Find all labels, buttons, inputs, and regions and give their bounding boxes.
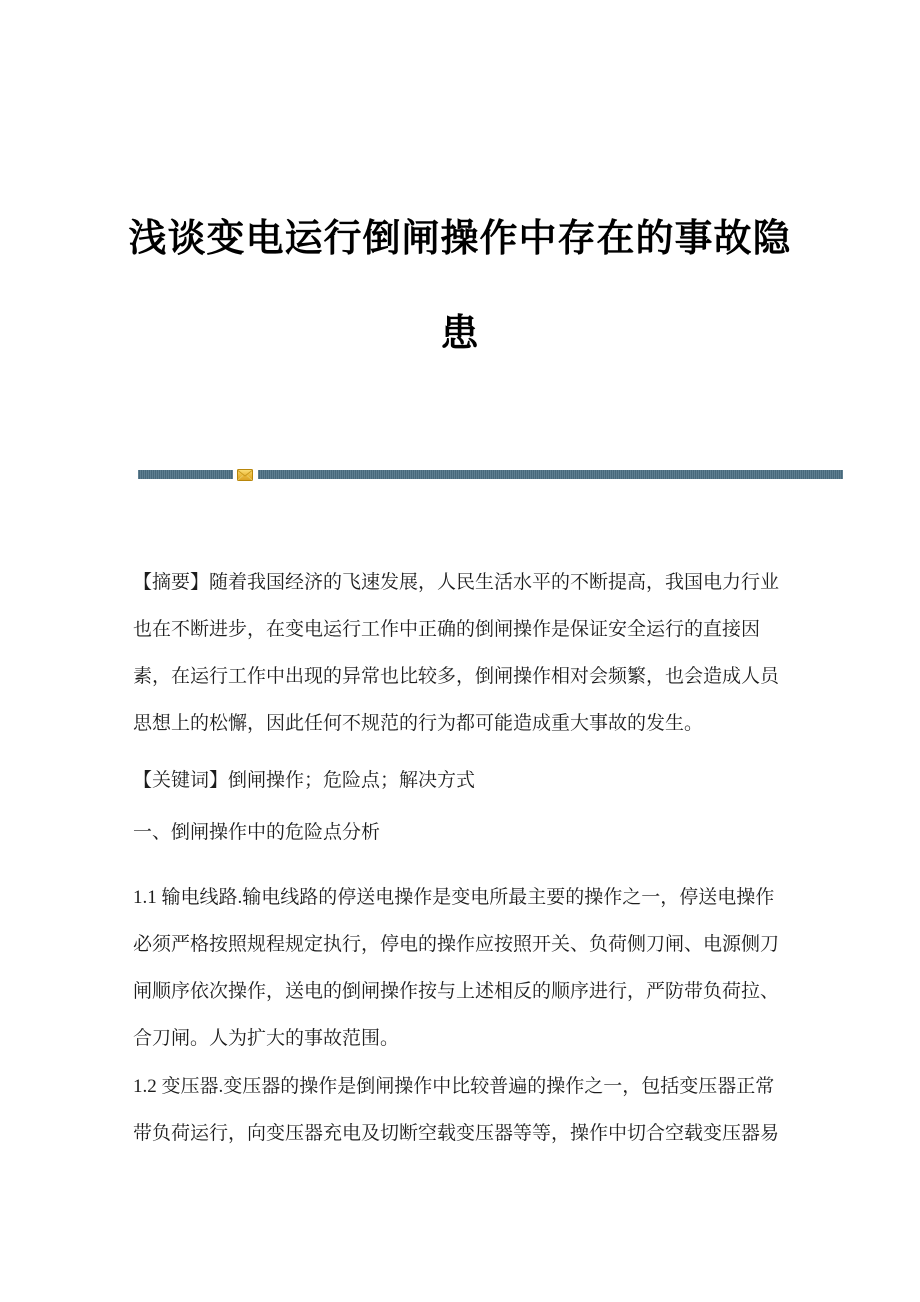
- text-line: 合刀闸。人为扩大的事故范围。: [133, 1028, 400, 1049]
- document-title-line-2: 患: [440, 313, 480, 355]
- text-line: 也在不断进步，在变电运行工作中正确的倒闸操作是保证安全运行的直接因: [133, 619, 761, 640]
- document-body: [133, 559, 785, 1157]
- divider-bar-left: [138, 470, 233, 479]
- paragraph-keywords: [133, 757, 785, 804]
- envelope-icon: [237, 468, 253, 482]
- text-line: 思想上的松懈，因此任何不规范的行为都可能造成重大事故的发生。: [133, 713, 704, 734]
- paragraph-abstract: [133, 559, 785, 747]
- text-line: 1.1 输电线路.输电线路的停送电操作是变电所最主要的操作之一，停送电操作: [133, 887, 775, 908]
- text-line: 【关键词】倒闸操作；危险点；解决方式: [133, 770, 476, 791]
- title-divider: [138, 470, 843, 479]
- document-title: [0, 192, 920, 382]
- document-title-line-1: 浅谈变电运行倒闸操作中存在的事故隐: [128, 218, 792, 260]
- text-line: 【摘要】随着我国经济的飞速发展，人民生活水平的不断提高，我国电力行业: [133, 572, 780, 593]
- text-line: 闸顺序依次操作，送电的倒闸操作按与上述相反的顺序进行，严防带负荷拉、: [133, 981, 780, 1002]
- paragraph-1-2: [133, 1063, 785, 1157]
- text-line: 素，在运行工作中出现的异常也比较多，倒闸操作相对会频繁，也会造成人员: [133, 666, 780, 687]
- text-line: 1.2 变压器.变压器的操作是倒闸操作中比较普遍的操作之一，包括变压器正常: [133, 1076, 775, 1097]
- divider-bar-right: [258, 470, 843, 479]
- paragraph-1-1: [133, 874, 785, 1062]
- text-line: 必须严格按照规程规定执行，停电的操作应按照开关、负荷侧刀闸、电源侧刀: [133, 934, 780, 955]
- text-line: 带负荷运行，向变压器充电及切断空载变压器等等，操作中切合空载变压器易: [133, 1123, 780, 1144]
- text-line: 一、倒闸操作中的危险点分析: [133, 822, 381, 843]
- section-heading-1: [133, 809, 785, 856]
